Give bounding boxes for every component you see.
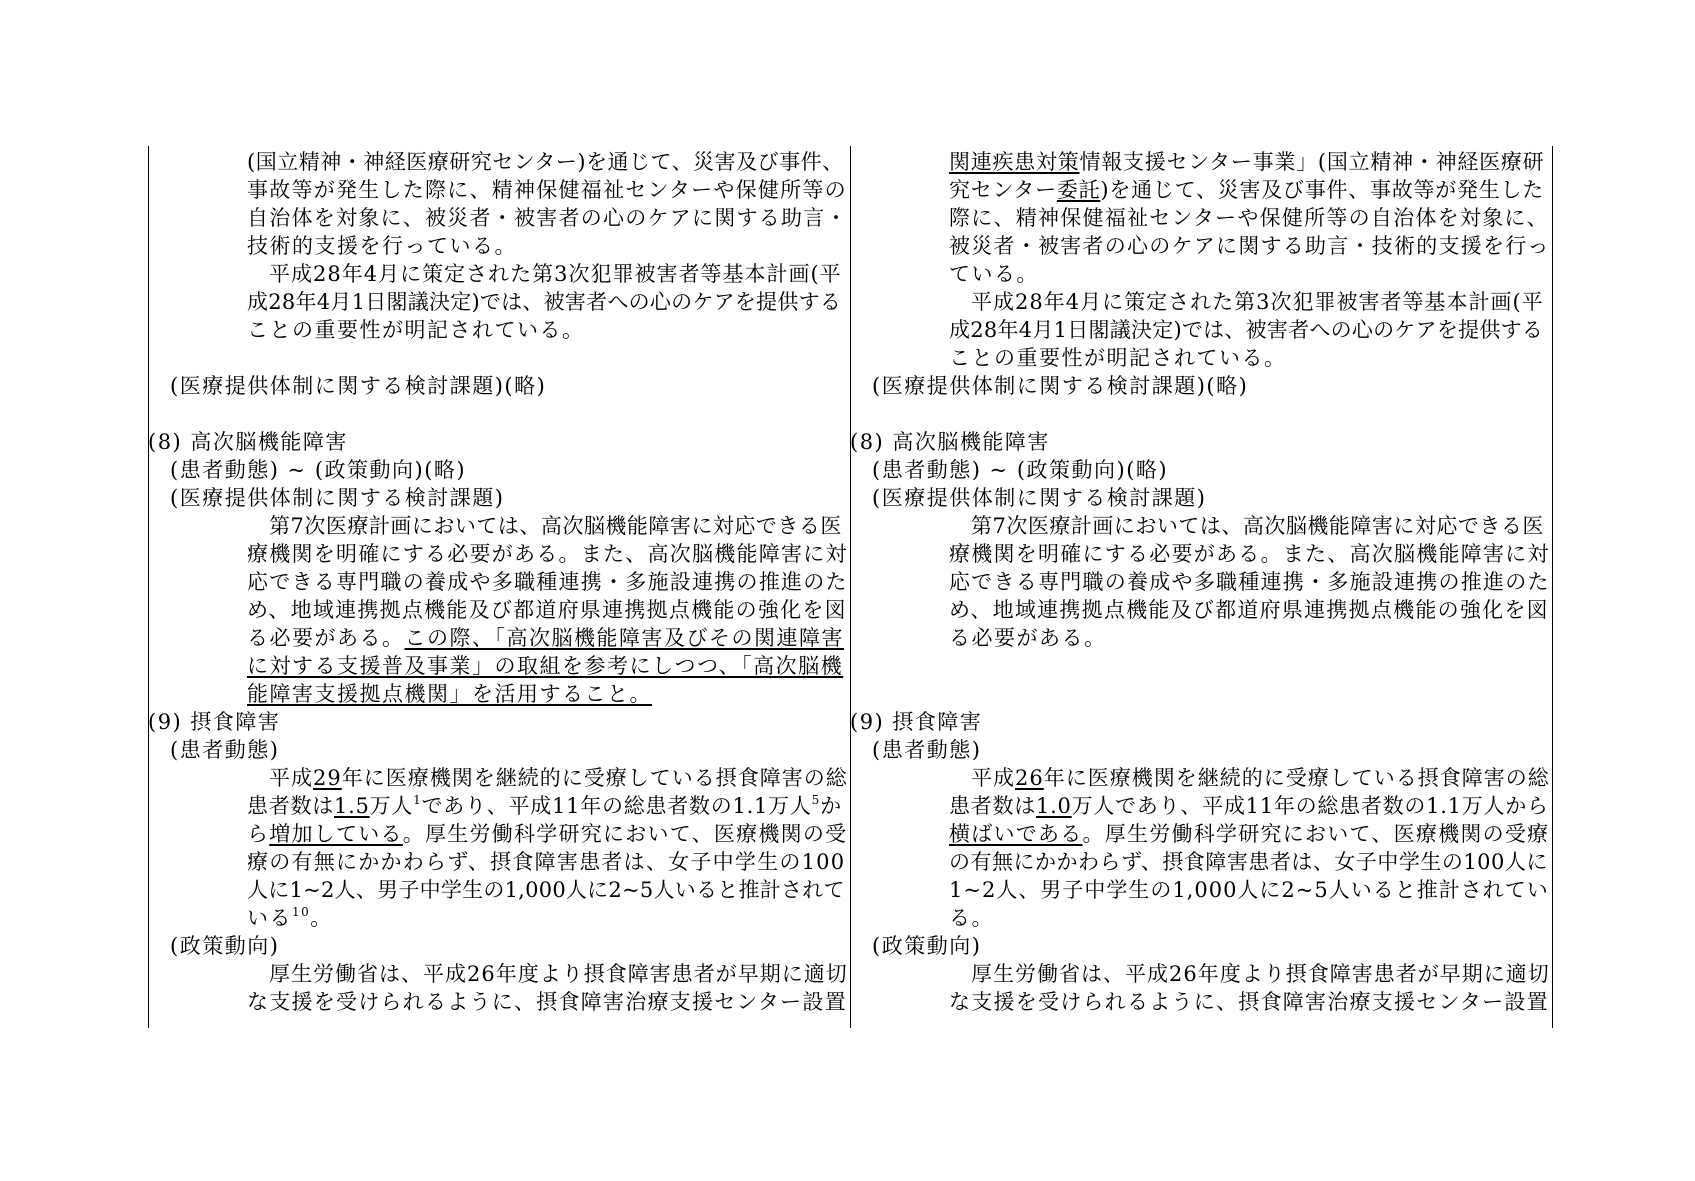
text-line: な支援を受けられるように、摂食障害治療支援センター設置 bbox=[949, 990, 1549, 1014]
text-line: 厚生労働省は、平成26年度より摂食障害患者が早期に適切 bbox=[269, 962, 848, 986]
revised-text: この際、「高次脳機能障害及びその関連障害 bbox=[404, 626, 844, 650]
subheading: (患者動態) ~ (政策動向)(略) bbox=[872, 458, 1169, 482]
center-column-divider bbox=[850, 146, 851, 1028]
text-line: ている。 bbox=[949, 262, 1039, 286]
text-line: 第7次医療計画においては、高次脳機能障害に対応できる医 bbox=[269, 514, 842, 538]
text-line: 際に、精神保健福祉センターや保健所等の自治体を対象に、 bbox=[949, 206, 1549, 230]
text-line: 療機関を明確にする必要がある。また、高次脳機能障害に対 bbox=[949, 542, 1550, 566]
subheading: (患者動態) bbox=[872, 738, 982, 762]
revised-text: 増加している bbox=[269, 822, 403, 846]
changed-text: 関連疾患対策 bbox=[949, 150, 1080, 174]
text-line: 被災者・被害者の心のケアに関する助言・技術的支援を行っ bbox=[949, 234, 1550, 258]
text-line bbox=[247, 680, 652, 708]
changed-text: 横ばいである bbox=[949, 822, 1083, 846]
text-line: いる$^{10}$。 bbox=[247, 905, 333, 930]
text-line: 応できる専門職の養成や多職種連携・多施設連携の推進のた bbox=[247, 570, 848, 594]
text-line: (国立精神・神経医療研究センター)を通じて、災害及び事件、 bbox=[247, 150, 844, 174]
text-line: な支援を受けられるように、摂食障害治療支援センター設置 bbox=[247, 990, 847, 1014]
text-line: る。 bbox=[949, 906, 994, 930]
text-line: 患者数は1.5万人$^1$であり、平成11年の総患者数の1.1万人$^5$か bbox=[247, 793, 842, 818]
text-line: 第7次医療計画においては、高次脳機能障害に対応できる医 bbox=[971, 514, 1544, 538]
text-line: ことの重要性が明記されている。 bbox=[949, 346, 1287, 370]
text-line: 技術的支援を行っている。 bbox=[247, 234, 517, 258]
text-line: 平成28年4月に策定された第3次犯罪被害者等基本計画(平 bbox=[269, 262, 842, 286]
subheading: (医療提供体制に関する検討課題) bbox=[872, 486, 1207, 510]
section-heading-8: (8) 高次脳機能障害 bbox=[148, 430, 348, 454]
subheading: (政策動向) bbox=[872, 934, 982, 958]
subheading: (政策動向) bbox=[170, 934, 280, 958]
left-column-border bbox=[148, 146, 149, 1028]
text-line: の有無にかかわらず、摂食障害患者は、女子中学生の100人に bbox=[949, 850, 1548, 874]
text-line: 平成28年4月に策定された第3次犯罪被害者等基本計画(平 bbox=[971, 290, 1544, 314]
text-line: 自治体を対象に、被災者・被害者の心のケアに関する助言・ bbox=[247, 206, 848, 230]
text-line: め、地域連携拠点機能及び都道府県連携拠点機能の強化を図 bbox=[949, 598, 1549, 622]
text-line: 患者数は1.0万人であり、平成11年の総患者数の1.1万人から bbox=[949, 794, 1549, 818]
footnote-ref: 5 bbox=[811, 793, 821, 807]
subheading: (患者動態) ~ (政策動向)(略) bbox=[170, 458, 467, 482]
text-line: 横ばいである。厚生労働科学研究において、医療機関の受療 bbox=[949, 822, 1550, 846]
text-line: 事故等が発生した際に、精神保健福祉センターや保健所等の bbox=[247, 178, 847, 202]
text-line: ことの重要性が明記されている。 bbox=[247, 318, 585, 342]
text-line: 関連疾患対策情報支援センター事業」(国立精神・神経医療研 bbox=[949, 150, 1545, 174]
section-heading-9: (9) 摂食障害 bbox=[850, 710, 983, 734]
text-line: 平成29年に医療機関を継続的に受療している摂食障害の総 bbox=[269, 766, 848, 790]
text-line: 厚生労働省は、平成26年度より摂食障害患者が早期に適切 bbox=[971, 962, 1550, 986]
revised-text: 29 bbox=[313, 766, 342, 790]
footnote-ref: 10 bbox=[292, 905, 311, 919]
subheading: (医療提供体制に関する検討課題)(略) bbox=[872, 374, 1249, 398]
changed-text: 1.0 bbox=[1036, 794, 1072, 818]
text-line: ら増加している。厚生労働科学研究において、医療機関の受 bbox=[247, 822, 848, 846]
right-column-border bbox=[1552, 146, 1553, 1028]
text-line: 1~2人、男子中学生の1,000人に2~5人いると推計されてい bbox=[949, 878, 1549, 902]
text-line: 成28年4月1日閣議決定)では、被害者への心のケアを提供する bbox=[247, 290, 842, 314]
subheading: (患者動態) bbox=[170, 738, 280, 762]
revised-text: 能障害支援拠点機関」を活用すること。 bbox=[247, 682, 652, 706]
text-line: 平成26年に医療機関を継続的に受療している摂食障害の総 bbox=[971, 766, 1550, 790]
footnote-ref: 1 bbox=[413, 793, 422, 807]
section-heading-9: (9) 摂食障害 bbox=[148, 710, 281, 734]
text-line: 応できる専門職の養成や多職種連携・多施設連携の推進のた bbox=[949, 570, 1550, 594]
subheading: (医療提供体制に関する検討課題) bbox=[170, 486, 505, 510]
changed-text: 26 bbox=[1015, 766, 1044, 790]
subheading: (医療提供体制に関する検討課題)(略) bbox=[170, 374, 547, 398]
text-line: 成28年4月1日閣議決定)では、被害者への心のケアを提供する bbox=[949, 318, 1544, 342]
text-line: る必要がある。 bbox=[949, 626, 1107, 650]
text-line: 人に1~2人、男子中学生の1,000人に2~5人いると推計されて bbox=[247, 878, 845, 902]
text-line bbox=[247, 652, 843, 680]
text-line: 療機関を明確にする必要がある。また、高次脳機能障害に対 bbox=[247, 542, 848, 566]
text-line: る必要がある。この際、「高次脳機能障害及びその関連障害 bbox=[247, 626, 844, 650]
revised-text: 1.5 bbox=[334, 794, 370, 818]
text-line: め、地域連携拠点機能及び都道府県連携拠点機能の強化を図 bbox=[247, 598, 847, 622]
section-heading-8: (8) 高次脳機能障害 bbox=[850, 430, 1050, 454]
revised-text: に対する支援普及事業」の取組を参考にしつつ、「高次脳機 bbox=[247, 654, 844, 678]
text-line: 究センター委託)を通じて、災害及び事件、事故等が発生した bbox=[949, 178, 1544, 202]
changed-text: 委託 bbox=[1056, 178, 1101, 202]
text-line: 療の有無にかかわらず、摂食障害患者は、女子中学生の100 bbox=[247, 850, 846, 874]
